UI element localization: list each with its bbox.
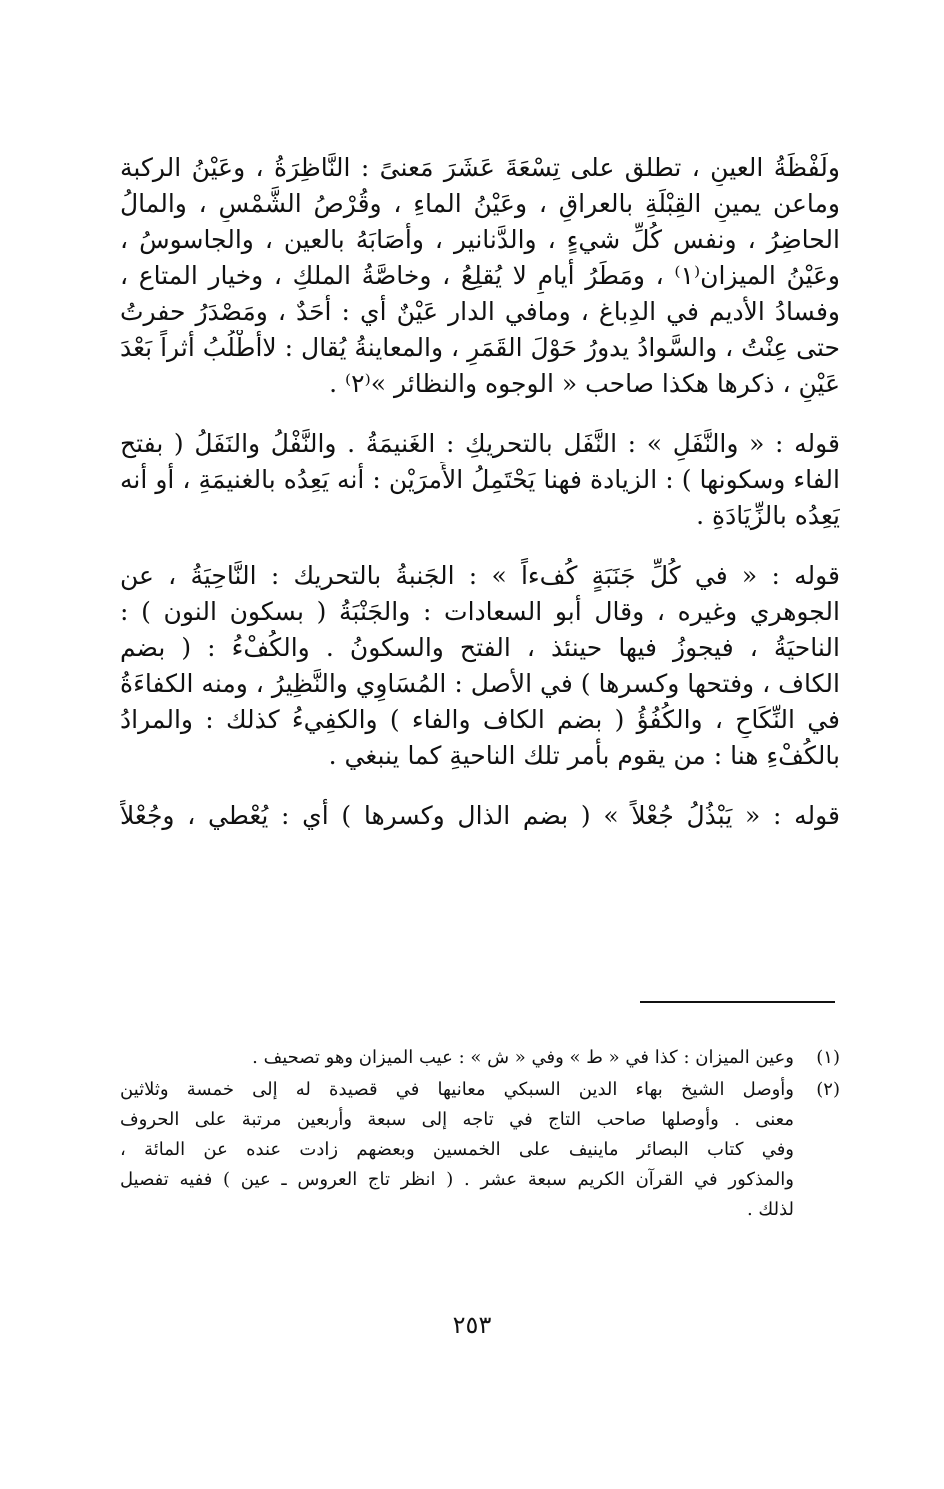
main-text <box>120 150 840 834</box>
paragraph-gap <box>120 402 840 426</box>
paragraph-jul <box>120 798 840 834</box>
text-line: قوله : « في كُلِّ جَنَبَةٍ كُفءاً » : الجَنبةُ بالتحريك : النَّاحِيَةُ ، عن <box>120 561 840 590</box>
text-line: الفاء وسكونها ) : الزيادة فهنا يَحْتَمِلُ الأَمرَيْن : أنه يَعِدُه بالغنيمَةِ ، أو أنه <box>120 465 840 494</box>
paragraph-gap <box>120 774 840 798</box>
text-line: ولَفْظَةُ العينِ ، تطلق على تِسْعَةَ عَشَرَ مَعنىً : النَّاظِرَةُ ، وعَيْنُ الركبة <box>120 153 840 182</box>
paragraph-ayn <box>120 150 840 402</box>
text-line: الكاف ، وفتحها وكسرها ) في الأصل : المُسَاوِي والنَّظِيرُ ، ومنه الكفاءَةُ <box>120 669 840 698</box>
text-line: في النِّكَاحِ ، والكُفُؤُ ( بضم الكاف والفاء ) والكفِيءُ كذلك : والمرادُ <box>120 705 840 734</box>
text-line: قوله : « يَبْذُلُ جُعْلاً » ( بضم الذال وكسرها ) أي : يُعْطي ، وجُعْلاً <box>120 801 840 830</box>
footnote-line: معنى . وأوصلها صاحب التاج في تاجه إلى سبعة وأربعين مرتبة على الحروف <box>120 1109 794 1130</box>
text-line: عَيْنٍ ، ذكرها هكذا صاحب « الوجوه والنظائر »⁽٢⁾ . <box>329 369 840 398</box>
footnotes <box>120 1043 840 1227</box>
footnote-line: والمذكور في القرآن الكريم سبعة عشر . ( انظر تاج العروس ـ عين ) ففيه تفصيل <box>120 1169 794 1190</box>
text-line: الجوهري وغيره ، وقال أبو السعادات : والجَنْبَةُ ( بسكون النون ) : <box>120 597 840 626</box>
text-line: الناحيَةُ ، فيجوزُ فيها حينئذ ، الفتح والسكونُ . والكُفْءُ : ( بضم <box>120 633 840 662</box>
paragraph-gap <box>120 534 840 558</box>
footnote-line: وفي كتاب البصائر ماينيف على الخمسين وبعضهم زادت عنده عن المائة ، <box>120 1139 794 1160</box>
text-line: وفسادُ الأديم في الدِباغ ، ومافي الدار عَيْنٌ أي : أَحَدٌ ، ومَصْدَرُ حفرتُ <box>120 297 840 326</box>
footnote-line: وعين الميزان : كذا في « ط » وفي « ش » : عيب الميزان وهو تصحيف . <box>252 1047 794 1068</box>
footnote-text <box>120 1075 794 1225</box>
text-line: حتى عِنْتُ ، والسَّوادُ يدورُ حَوْلَ القَمَرِ ، والمعاينةُ يُقال : لاأَطْلُبُ أثراً بَعْدَ <box>120 333 840 362</box>
footnote-line: لذلك . <box>746 1199 794 1220</box>
footnote-1 <box>120 1043 840 1073</box>
text-line: الحاضِرُ ، ونفس كُلِّ شيءٍ ، والدَّنانير ، وأَصَابَهُ بالعين ، والجاسوسُ ، <box>120 225 840 254</box>
footnote-number: (١) <box>816 1047 840 1068</box>
footnote-number: (٢) <box>816 1079 840 1100</box>
paragraph-nafal <box>120 426 840 534</box>
footnote-text <box>120 1043 794 1073</box>
page-number: ٢٥٣ <box>452 1311 492 1339</box>
footnote-2 <box>120 1075 840 1225</box>
text-line: يَعِدُه بالزِّيَادَةِ . <box>696 501 840 530</box>
paragraph-janaba <box>120 558 840 774</box>
footnote-separator <box>640 1001 835 1003</box>
text-line: وماعن يمينِ القِبْلَةِ بالعراقِ ، وعَيْنُ الماءِ ، وقُرْصُ الشَّمْسِ ، والمالُ <box>120 189 840 218</box>
text-line: بالكُفْءِ هنا : من يقوم بأمر تلك الناحيةِ كما ينبغي . <box>328 741 840 770</box>
text-line: وعَيْنُ الميزان⁽١⁾ ، ومَطَرُ أيامٍ لا يُقلِعُ ، وخاصَّةُ الملكِ ، وخيار المتاع ، <box>120 261 840 290</box>
text-line: قوله : « والنَّفَلِ » : النَّفَل بالتحريكِ : الغَنيمَةُ . والنَّفْلُ والنَفَلُ ( بفتح <box>120 429 840 458</box>
footnote-line: وأوصل الشيخ بهاء الدين السبكي معانيها في قصيدة له إلى خمسة وثلاثين <box>120 1079 794 1100</box>
